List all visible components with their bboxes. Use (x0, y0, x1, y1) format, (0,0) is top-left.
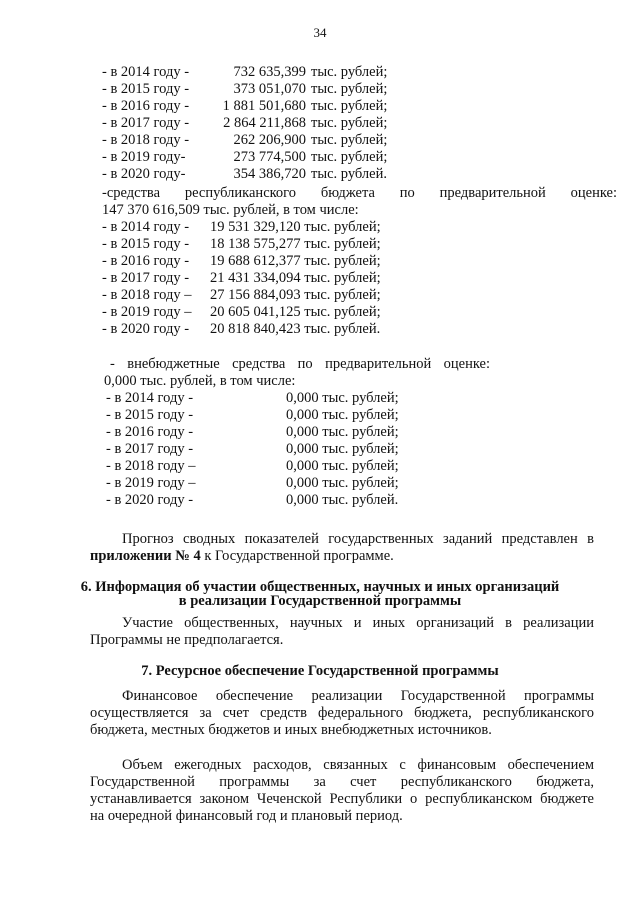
appendix-reference: приложении № 4 (90, 548, 201, 564)
section6-heading-line1: 6. Информация об участии общественных, научных и иных организаций (80, 579, 560, 595)
section7-para1-line2: осуществляется за счет средств федерального бюджета, республиканского (90, 705, 594, 721)
year-value: 19 531 329,120 тыс. рублей; (210, 219, 381, 235)
year-label: - в 2020 году - (106, 492, 194, 508)
year-value: 18 138 575,277 тыс. рублей; (210, 236, 381, 252)
year-label: - в 2019 году – (102, 304, 192, 320)
section7-para1-line1: Финансовое обеспечение реализации Государственной программы (122, 688, 594, 704)
amount: 1 881 501,680 (222, 98, 306, 114)
year-value: 0,000 тыс. рублей; (286, 390, 399, 406)
unit: тыс. рублей; (311, 132, 388, 148)
section7-para2-line1: Объем ежегодных расходов, связанных с финансовым обеспечением (122, 757, 594, 773)
amount: 2 864 211,868 (223, 115, 306, 131)
forecast-line1: Прогноз сводных показателей государственных заданий представлен в (122, 531, 594, 547)
section7-para2-line3: устанавливается законом Чеченской Республики о республиканском бюджете (90, 791, 594, 807)
year-label: - в 2015 году - (102, 236, 190, 252)
section6-heading-line2: в реализации Государственной программы (178, 593, 462, 609)
year-label: - в 2016 году - (106, 424, 194, 440)
year-label: - в 2018 году – (106, 458, 196, 474)
forecast-rest: к Государственной программе. (200, 548, 394, 564)
year-label: - в 2017 году - (102, 115, 190, 131)
year-label: - в 2017 году - (102, 270, 190, 286)
unit: тыс. рублей; (311, 81, 388, 97)
offbudget-intro-line1: - внебюджетные средства по предварительной оценке: (110, 356, 490, 372)
year-label: - в 2020 году - (102, 321, 190, 337)
year-value: 19 688 612,377 тыс. рублей; (210, 253, 381, 269)
section6-para-line1: Участие общественных, научных и иных организаций в реализации (122, 615, 594, 631)
republic-intro-line2: 147 370 616,509 тыс. рублей, в том числе: (102, 202, 359, 218)
year-label: - в 2014 году - (102, 219, 190, 235)
section7-heading: 7. Ресурсное обеспечение Государственной программы (141, 663, 499, 679)
year-value: 20 605 041,125 тыс. рублей; (210, 304, 381, 320)
amount: 273 774,500 (233, 149, 306, 165)
section7-para2-line2: Государственной программы за счет республиканского бюджета, (90, 774, 594, 790)
amount: 354 386,720 (233, 166, 306, 182)
year-label: - в 2019 году – (106, 475, 196, 491)
section6-para-line2: Программы не предполагается. (90, 632, 284, 648)
forecast-line2 (90, 548, 394, 565)
section7-para1-line3: бюджета, местных бюджетов и иных внебюджетных источников. (90, 722, 492, 738)
year-label: - в 2019 году- (102, 149, 186, 165)
year-value: 0,000 тыс. рублей; (286, 407, 399, 423)
amount: 262 206,900 (233, 132, 306, 148)
year-value: 0,000 тыс. рублей. (286, 492, 399, 508)
year-label: - в 2014 году - (106, 390, 194, 406)
unit: тыс. рублей; (311, 64, 388, 80)
unit: тыс. рублей. (311, 166, 387, 182)
year-label: - в 2014 году - (102, 64, 190, 80)
year-label: - в 2016 году - (102, 98, 190, 114)
unit: тыс. рублей; (311, 149, 388, 165)
year-value: 27 156 884,093 тыс. рублей; (210, 287, 381, 303)
unit: тыс. рублей; (311, 115, 388, 131)
offbudget-intro-line2: 0,000 тыс. рублей, в том числе: (104, 373, 296, 389)
year-label: - в 2018 году – (102, 287, 192, 303)
year-label: - в 2017 году - (106, 441, 194, 457)
year-label: - в 2015 году - (106, 407, 194, 423)
page-number: 34 (313, 25, 327, 40)
year-value: 21 431 334,094 тыс. рублей; (210, 270, 381, 286)
amount: 373 051,070 (233, 81, 306, 97)
year-label: - в 2016 году - (102, 253, 190, 269)
year-label: - в 2020 году- (102, 166, 186, 182)
amount: 732 635,399 (233, 64, 306, 80)
unit: тыс. рублей; (311, 98, 388, 114)
year-label: - в 2015 году - (102, 81, 190, 97)
republic-intro-line1: -средства республиканского бюджета по предварительной оценке: (102, 185, 617, 201)
year-value: 20 818 840,423 тыс. рублей. (210, 321, 381, 337)
section7-para2-line4: на очередной финансовый год и плановый период. (90, 808, 403, 824)
year-label: - в 2018 году - (102, 132, 190, 148)
year-value: 0,000 тыс. рублей; (286, 475, 399, 491)
year-value: 0,000 тыс. рублей; (286, 441, 399, 457)
year-value: 0,000 тыс. рублей; (286, 424, 399, 440)
year-value: 0,000 тыс. рублей; (286, 458, 399, 474)
